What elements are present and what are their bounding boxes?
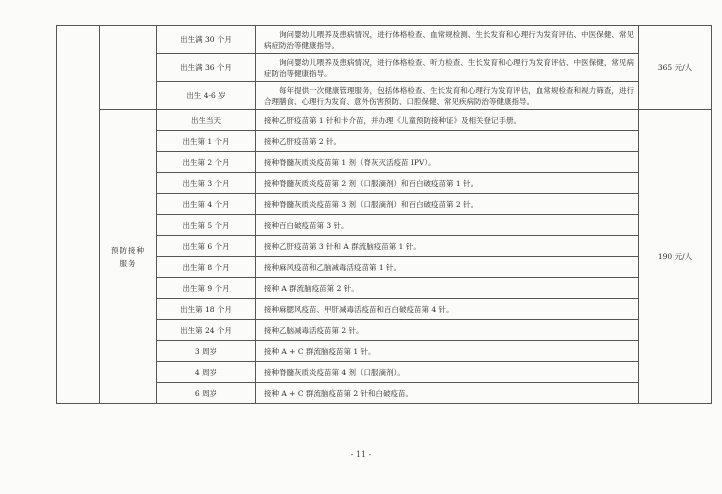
page-number: - 11 - [350, 450, 372, 459]
price-cell-top: 365 元/人 [639, 26, 712, 110]
age-cell: 出生第 5 个月 [157, 215, 256, 236]
description-cell: 接种脊髓灰质炎疫苗第 2 剂（口服滴剂）和百白破疫苗第 1 针。 [256, 173, 639, 194]
category-label-line1: 预防接种 [111, 245, 145, 255]
price-cell-vaccination: 190 元/人 [639, 110, 712, 404]
description-cell: 接种 A 群流脑疫苗第 2 针。 [256, 278, 639, 299]
age-cell: 出生第 2 个月 [157, 152, 256, 173]
age-cell: 4 周岁 [157, 362, 256, 383]
description-cell: 接种百白破疫苗第 3 针。 [256, 215, 639, 236]
age-cell: 6 周岁 [157, 383, 256, 404]
service-table [56, 25, 712, 404]
age-cell: 出生第 4 个月 [157, 194, 256, 215]
description-cell: 接种 A + C 群流脑疫苗第 1 针。 [256, 341, 639, 362]
age-cell: 出生满 36 个月 [157, 54, 256, 82]
age-cell: 3 周岁 [157, 341, 256, 362]
description-cell: 每年提供一次健康管理服务，包括体格检查、生长发育和心理行为发育评估，血常规检查和视力筛查，进行合理膳食、心理行为发育、意外伤害预防、口腔保健、常见疾病防治等健康指导。 [256, 82, 639, 110]
description-cell: 接种脊髓灰质炎疫苗第 3 剂（口服滴剂）和百白破疫苗第 2 针。 [256, 194, 639, 215]
age-cell: 出生第 9 个月 [157, 278, 256, 299]
description-cell: 接种麻腮风疫苗、甲肝减毒活疫苗和百白破疫苗第 4 针。 [256, 299, 639, 320]
age-cell: 出生第 1 个月 [157, 131, 256, 152]
age-cell: 出生第 24 个月 [157, 320, 256, 341]
description-cell: 询问婴幼儿喂养及患病情况，进行体格检查、听力检查、生长发育和心理行为发育评估、中医保健，常见病症防治等健康指导。 [256, 54, 639, 82]
description-cell: 接种脊髓灰质炎疫苗第 1 剂（脊灰灭活疫苗 IPV）。 [256, 152, 639, 173]
description-cell: 接种脊髓灰质炎疫苗第 4 剂（口服滴剂）。 [256, 362, 639, 383]
blank-column-cell [57, 26, 100, 404]
description-cell: 接种乙脑减毒活疫苗第 2 针。 [256, 320, 639, 341]
table-row [57, 26, 712, 54]
age-cell: 出生第 6 个月 [157, 236, 256, 257]
age-cell: 出生第 3 个月 [157, 173, 256, 194]
description-cell: 接种麻风疫苗和乙脑减毒活疫苗第 1 针。 [256, 257, 639, 278]
age-cell: 出生满 30 个月 [157, 26, 256, 54]
category-cell-top [100, 26, 157, 110]
age-cell: 出生 4-6 岁 [157, 82, 256, 110]
table-row [57, 110, 712, 131]
description-cell: 接种乙肝疫苗第 1 针和卡介苗，并办理《儿童预防接种证》及相关登记手册。 [256, 110, 639, 131]
description-cell: 接种乙肝疫苗第 2 针。 [256, 131, 639, 152]
description-cell: 接种乙肝疫苗第 3 针和 A 群流脑疫苗第 1 针。 [256, 236, 639, 257]
age-cell: 出生第 8 个月 [157, 257, 256, 278]
age-cell: 出生第 18 个月 [157, 299, 256, 320]
age-cell: 出生当天 [157, 110, 256, 131]
category-cell-vaccination [100, 110, 157, 404]
category-label-line2: 服务 [119, 258, 137, 268]
description-cell: 询问婴幼儿喂养及患病情况，进行体格检查、血常规检测、生长发育和心理行为发育评估、中医保健、常见病症防治等健康指导。 [256, 26, 639, 54]
description-cell: 接种 A + C 群流脑疫苗第 2 针和白破疫苗。 [256, 383, 639, 404]
